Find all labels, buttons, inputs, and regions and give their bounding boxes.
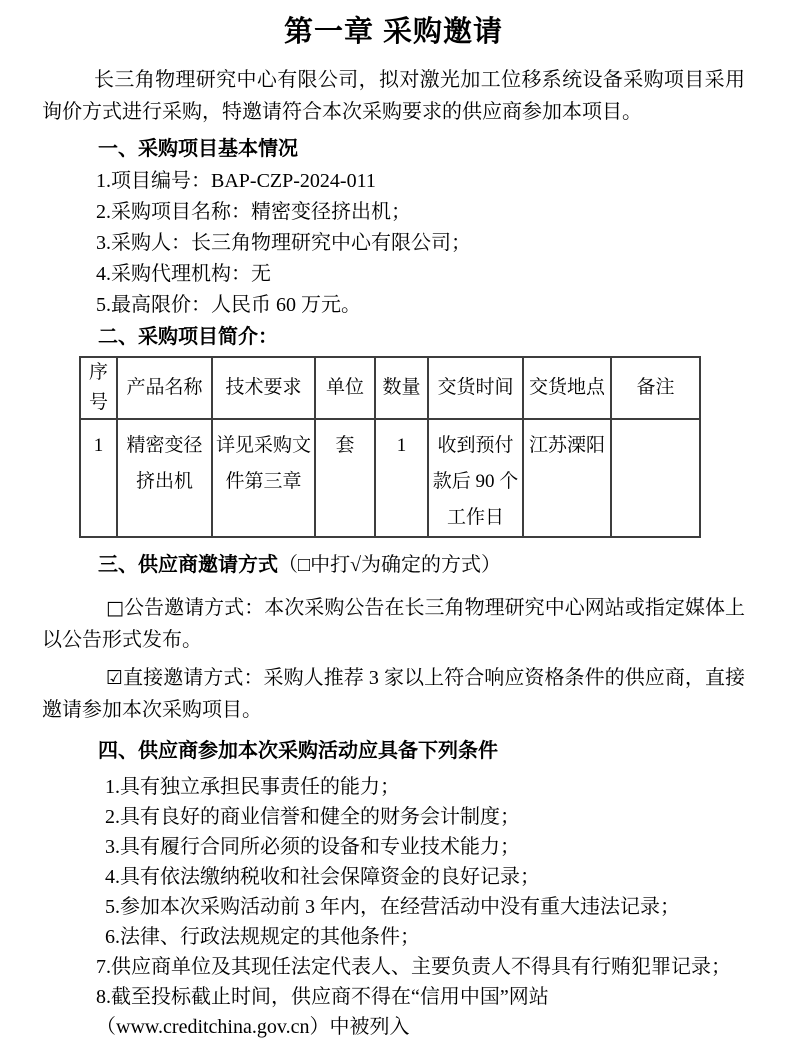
option-direct-text: 直接邀请方式：采购人推荐 3 家以上符合响应资格条件的供应商，直接邀请参加本次采购项目。 xyxy=(42,667,745,721)
option-announcement-invitation xyxy=(42,592,745,656)
cell-serial: 1 xyxy=(80,419,117,537)
list-item: 7.供应商单位及其现任法定代表人、主要负责人不得具有行贿犯罪记录； xyxy=(96,956,731,978)
list-item: 5.最高限价：人民币 60 万元。 xyxy=(96,294,361,316)
list-item: 6.法律、行政法规规定的其他条件； xyxy=(105,926,420,948)
list-item: 4.具有依法缴纳税收和社会保障资金的良好记录； xyxy=(105,866,540,888)
column-header-remarks: 备注 xyxy=(611,357,700,419)
list-item: 8.截至投标截止时间，供应商不得在“信用中国”网站（www.creditchina.gov.cn）中被列入 xyxy=(96,986,549,1038)
list-item: 3.具有履行合同所必须的设备和专业技术能力； xyxy=(105,836,520,858)
list-item: 1.项目编号：BAP-CZP-2024-011 xyxy=(96,170,376,192)
section-4-list xyxy=(42,772,745,1042)
cell-remarks xyxy=(611,419,700,537)
chapter-title: 第一章 采购邀请 xyxy=(283,16,504,48)
option-direct-invitation xyxy=(42,662,745,726)
intro-paragraph: 长三角物理研究中心有限公司，拟对激光加工位移系统设备采购项目采用询价方式进行采购，特邀请符合本次采购要求的供应商参加本项目。 xyxy=(42,69,745,123)
column-header-delivery-place: 交货地点 xyxy=(523,357,611,419)
cell-product: 精密变径挤出机 xyxy=(117,419,212,537)
column-header-delivery-time: 交货时间 xyxy=(428,357,523,419)
column-header-tech-req: 技术要求 xyxy=(212,357,315,419)
list-item: 1.具有独立承担民事责任的能力； xyxy=(105,776,400,798)
list-item: 5.参加本次采购活动前 3 年内，在经营活动中没有重大违法记录； xyxy=(105,896,680,918)
column-header-product: 产品名称 xyxy=(117,357,212,419)
column-header-unit: 单位 xyxy=(315,357,375,419)
list-item: 4.采购代理机构：无 xyxy=(96,263,271,285)
list-item: 3.采购人：长三角物理研究中心有限公司； xyxy=(96,232,471,254)
section-1-heading: 一、采购项目基本情况 xyxy=(98,138,298,160)
section-1-list xyxy=(42,166,745,321)
checkbox-checked-icon: ☑ xyxy=(106,667,124,689)
column-header-quantity: 数量 xyxy=(375,357,428,419)
cell-quantity: 1 xyxy=(375,419,428,537)
option-announcement-text: 公告邀请方式：本次采购公告在长三角物理研究中心网站或指定媒体上以公告形式发布。 xyxy=(42,597,746,651)
column-header-serial: 序号 xyxy=(80,357,117,419)
section-3-heading-bold: 三、供应商邀请方式 xyxy=(98,554,278,576)
section-2-heading: 二、采购项目简介： xyxy=(98,326,278,348)
section-3-heading xyxy=(98,552,745,578)
cell-unit: 套 xyxy=(315,419,375,537)
table-header-row xyxy=(80,357,700,419)
cell-delivery-place: 江苏溧阳 xyxy=(523,419,611,537)
section-4-heading: 四、供应商参加本次采购活动应具备下列条件 xyxy=(98,740,498,762)
cell-tech-req: 详见采购文件第三章 xyxy=(212,419,315,537)
list-item: 2.采购项目名称：精密变径挤出机； xyxy=(96,201,411,223)
table-row xyxy=(80,419,700,537)
cell-delivery-time: 收到预付款后 90 个工作日 xyxy=(428,419,523,537)
list-item: 2.具有良好的商业信誉和健全的财务会计制度； xyxy=(105,806,520,828)
procurement-items-table xyxy=(79,356,701,538)
section-3-heading-note: （□中打√为确定的方式） xyxy=(278,554,502,576)
checkbox-unchecked-icon: □ xyxy=(106,597,124,619)
